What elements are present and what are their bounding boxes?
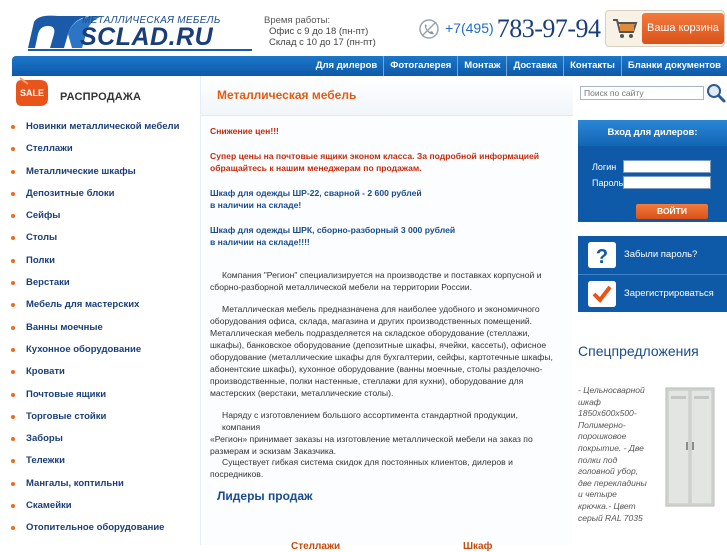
work-hours — [264, 15, 376, 48]
nav-item-installation[interactable]: Монтаж — [457, 56, 506, 76]
promo-wardrobe2-line2: в наличии на складе!!!! — [210, 237, 310, 247]
nav-item-contacts[interactable]: Контакты — [563, 56, 621, 76]
promo-price-drop: Снижение цен!!! — [210, 126, 279, 136]
promo-wardrobe1-line1: Шкаф для одежды ШР-22, сварной - 2 600 рублей — [210, 188, 422, 198]
text-line: «Регион» принимает заказы на изготовление металлической мебели на заказ по — [210, 434, 533, 444]
logo-subtitle: МЕТАЛЛИЧЕСКАЯ МЕБЕЛЬ — [82, 15, 221, 26]
bestseller-link-wardrobe[interactable]: Шкаф — [463, 541, 493, 552]
top-nav — [12, 56, 727, 76]
text-line: абонентские шкафы), кухонное оборудование (ванны моечные, столы разделочно- — [210, 364, 543, 374]
category-item[interactable]: Торговые стойки — [0, 406, 200, 428]
text-line: посредников. — [210, 469, 264, 479]
nav-item-delivery[interactable]: Доставка — [506, 56, 563, 76]
text-line: размерам и эскизам Заказчика. — [210, 446, 337, 456]
specials-heading: Спецпредложения — [578, 343, 699, 359]
category-list — [0, 116, 200, 540]
about-paragraph-4 — [210, 456, 558, 480]
work-hours-office: Офис с 9 до 18 (пн-пт) — [269, 26, 369, 37]
work-hours-title: Время работы: — [264, 15, 331, 26]
category-item[interactable]: Сейфы — [0, 205, 200, 227]
wardrobe-image[interactable] — [658, 386, 722, 510]
basket-button[interactable]: Ваша корзина — [642, 13, 724, 44]
checkmark-icon — [588, 281, 616, 307]
category-item[interactable]: Стеллажи — [0, 138, 200, 160]
nav-item-dealers[interactable]: Для дилеров — [315, 60, 378, 71]
promo-wardrobe2-line1: Шкаф для одежды ШРК, сборно-разборный 3 000 рублей — [210, 225, 456, 235]
text-line: Металлическая мебель подразделяется на складское оборудование (стеллажи, — [210, 328, 530, 338]
main-content — [200, 76, 572, 552]
forgot-password-label: Забыли пароль? — [624, 249, 698, 260]
category-item[interactable]: Депозитные блоки — [0, 183, 200, 205]
basket-widget[interactable] — [605, 10, 725, 47]
text-line: оборудование (металлические шкафы для бухгалтерии, сейфы, картотечные шкафы, — [210, 352, 553, 362]
text-line: Компания "Регион" специализируется на производстве и поставках корпусной и — [222, 270, 542, 280]
text-line: Наряду с изготовлением большого ассортимента стандартной продукции, компания — [222, 410, 518, 432]
category-item[interactable]: Кровати — [0, 361, 200, 383]
left-sidebar — [0, 76, 200, 545]
phone-main: 783-97-94 — [496, 14, 601, 43]
text-line: Металлическая мебель предназначена для наиболее удобного и экономичного — [222, 304, 540, 314]
register-label: Зарегистрироваться — [624, 288, 714, 299]
category-item[interactable]: Скамейки — [0, 495, 200, 517]
password-label: Пароль — [592, 178, 624, 188]
search-input[interactable] — [580, 86, 704, 100]
text-line: оборудования офиса, склада, магазина и других производственных помещений. — [210, 316, 533, 326]
sale-badge-text: SALE — [19, 88, 45, 98]
login-button[interactable]: ВОЙТИ — [636, 204, 708, 219]
category-item[interactable]: Полки — [0, 250, 200, 272]
phone-code: +7(495) — [445, 20, 494, 36]
dealer-login-box — [578, 120, 727, 222]
promo-mailboxes-line1: Супер цены на почтовые ящики эконом класса. За подробной информацией — [210, 151, 540, 161]
nav-item-documents[interactable]: Бланки документов — [621, 56, 727, 76]
bestseller-link-shelves[interactable]: Стеллажи — [291, 541, 341, 552]
header — [0, 0, 727, 56]
sale-link[interactable]: РАСПРОДАЖА — [60, 91, 142, 103]
logo-text: SCLAD.RU — [80, 23, 214, 51]
category-item[interactable]: Почтовые ящики — [0, 384, 200, 406]
phone-icon — [419, 19, 439, 39]
about-paragraph-1 — [210, 269, 558, 293]
category-item[interactable]: Отопительное оборудование — [0, 517, 200, 539]
text-line: Существует гибкая система скидок для постоянных клиентов, дилеров и — [222, 457, 513, 467]
register-link[interactable] — [578, 274, 727, 312]
promo-mailboxes-line2: обращайтесь к нашим менеджерам по продажам. — [210, 163, 422, 173]
category-item[interactable]: Тележки — [0, 450, 200, 472]
category-item[interactable]: Столы — [0, 227, 200, 249]
category-item[interactable]: Новинки металлической мебели — [0, 116, 200, 138]
category-item[interactable]: Мебель для мастерских — [0, 294, 200, 316]
category-item[interactable]: Кухонное оборудование — [0, 339, 200, 361]
text-line: мастерских (верстаки, металлические столы). — [210, 388, 394, 398]
text-line: шкафы), банковское оборудование (депозитные шкафы, ячейки, кассеты), офисное — [210, 340, 547, 350]
phone-number[interactable] — [445, 14, 601, 44]
page-title: Металлическая мебель — [217, 88, 357, 102]
right-sidebar — [572, 76, 727, 545]
text-line: производственные, полки настенные, стеллажи для кухни), оборудование для — [210, 376, 524, 386]
about-paragraph-2 — [210, 303, 558, 399]
work-hours-storage: Склад с 10 до 17 (пн-пт) — [269, 37, 376, 48]
login-label: Логин — [592, 162, 617, 172]
login-input[interactable] — [623, 160, 711, 173]
category-item[interactable]: Верстаки — [0, 272, 200, 294]
category-item[interactable]: Мангалы, коптильни — [0, 473, 200, 495]
question-icon — [588, 242, 616, 268]
category-item[interactable]: Ванны моечные — [0, 317, 200, 339]
bestsellers-heading: Лидеры продаж — [217, 489, 313, 503]
text-line: сборно-разборной металлической мебели на территории России. — [210, 282, 472, 292]
nav-item-gallery[interactable]: Фотогалерея — [383, 56, 457, 76]
search-icon[interactable] — [706, 83, 726, 103]
special-offer-text: - Цельносварной шкаф 1850х600х500- Полимерно-порошковое покрытие. - Две полки под головной убор, две перекладины и четыре крючка.- Цвет серый RAL 7035 — [578, 385, 647, 523]
forgot-password-link[interactable] — [578, 236, 727, 274]
category-item[interactable]: Металлические шкафы — [0, 161, 200, 183]
category-item[interactable]: Заборы — [0, 428, 200, 450]
password-input[interactable] — [623, 176, 711, 189]
sale-badge-icon[interactable] — [14, 76, 50, 108]
about-paragraph-3 — [210, 409, 558, 457]
main-title-bar — [201, 76, 573, 116]
svg-text:?: ? — [595, 246, 609, 268]
dealer-login-title: Вход для дилеров: — [578, 120, 727, 146]
shopping-cart-icon — [612, 17, 638, 41]
promo-wardrobe1-line2: в наличии на складе! — [210, 200, 302, 210]
